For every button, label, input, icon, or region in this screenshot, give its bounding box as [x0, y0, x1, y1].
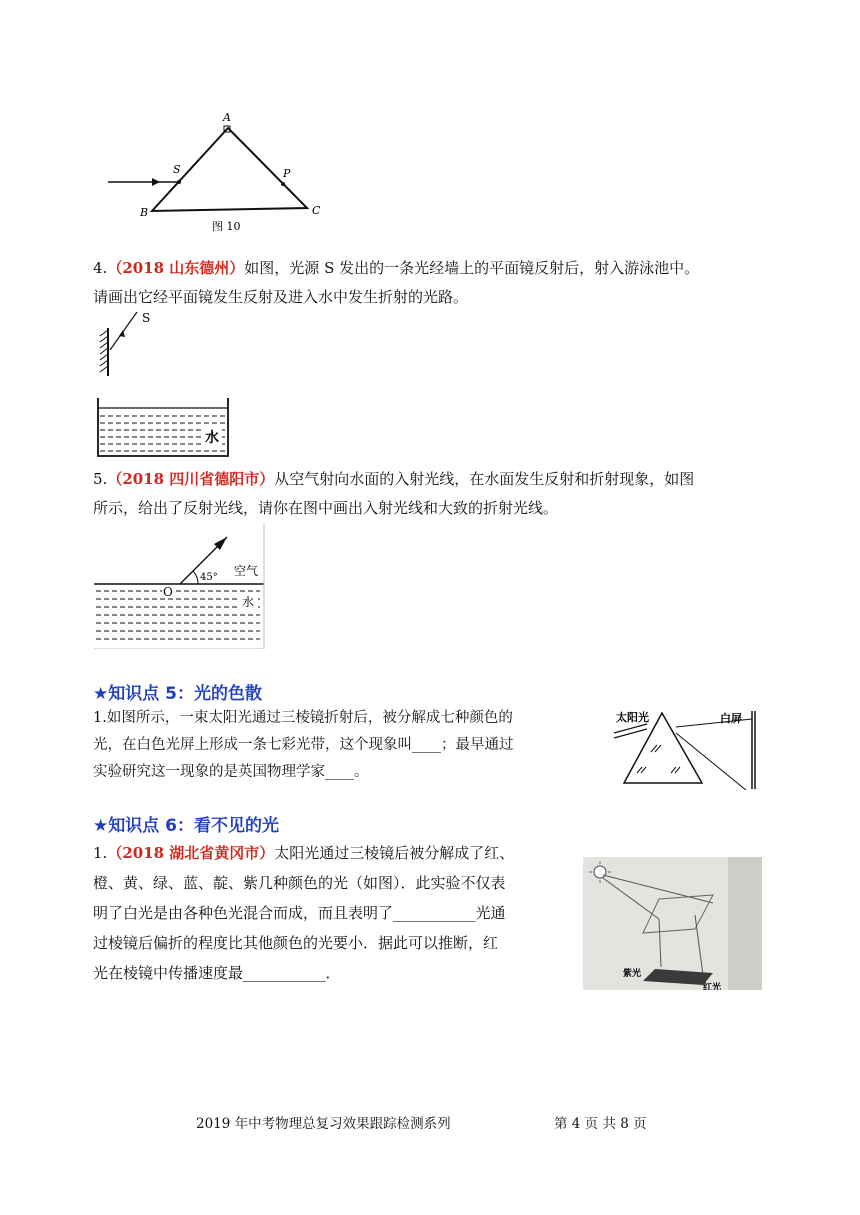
kp6-line3: 明了白光是由各种色光混合而成，而且表明了___________光通 [93, 904, 506, 922]
point-o-label: O [163, 585, 173, 599]
kp6-line4: 过棱镜后偏折的程度比其他颜色的光要小．据此可以推断，红 [93, 934, 499, 952]
knowledge-point-5-question [93, 705, 613, 786]
kp5-line2: 光，在白色光屏上形成一条七彩光带，这个现象叫____；最早通过 [93, 737, 514, 753]
red-light-label: 红光 [703, 983, 722, 990]
kp6-line1: 1.（2018 湖北省黄冈市）太阳光通过三棱镜后被分解成了红、 [93, 844, 515, 862]
angle-label: 45° [200, 572, 218, 583]
question-4-line1: 4.（2018 山东德州）如图，光源 S 发出的一条光经墙上的平面镜反射后，射入游泳池中。 [93, 259, 700, 277]
prism-photo [583, 857, 762, 990]
triangle-figure [100, 108, 340, 238]
kp5-line3: 实验研究这一现象的是英国物理学家____。 [93, 764, 369, 780]
vertex-c-label: C [312, 204, 321, 217]
question-5-line2: 所示，给出了反射光线，请你在图中画出入射光线和大致的折射光线。 [93, 499, 559, 517]
air-label: 空气 [234, 564, 259, 578]
knowledge-point-6-heading: ★知识点 6：看不见的光 [93, 816, 279, 836]
question-4 [93, 254, 773, 312]
kp5-line1: 1.如图所示，一束太阳光通过三棱镜折射后，被分解成七种颜色的 [93, 710, 513, 726]
footer-series: 2019 年中考物理总复习效果跟踪检测系列 [196, 1116, 451, 1132]
pool-water-label: 水 [205, 430, 219, 446]
light-source-label: S [142, 311, 151, 325]
figure-caption: 图 10 [212, 220, 241, 233]
knowledge-point-6-question [93, 838, 573, 988]
footer-page-number: 第 4 页 共 8 页 [554, 1116, 647, 1132]
sunlight-label: 太阳光 [616, 711, 649, 724]
vertex-a-label: A [223, 111, 231, 124]
refraction-figure [94, 524, 269, 649]
vertex-b-label: B [140, 206, 149, 219]
prism-dispersion-figure [612, 705, 772, 790]
violet-light-label: 紫光 [623, 969, 642, 979]
question-5-line1: 5.（2018 四川省德阳市）从空气射向水面的入射光线，在水面发生反射和折射现象，如图 [93, 470, 695, 488]
mirror-pool-figure [90, 308, 250, 458]
question-4-line2: 请画出它经平面镜发生反射及进入水中发生折射的光路。 [93, 288, 469, 306]
question-5 [93, 465, 773, 523]
point-s-label: S [173, 163, 181, 176]
knowledge-point-5-heading: ★知识点 5：光的色散 [93, 684, 262, 704]
water-label: 水 [242, 595, 255, 609]
kp6-line5: 光在棱镜中传播速度最___________． [93, 964, 341, 982]
white-screen-label: 白屏 [720, 712, 742, 725]
kp6-line2: 橙、黄、绿、蓝、靛、紫几种颜色的光（如图）．此实验不仅表 [93, 874, 506, 892]
point-p-label: P [283, 167, 291, 180]
